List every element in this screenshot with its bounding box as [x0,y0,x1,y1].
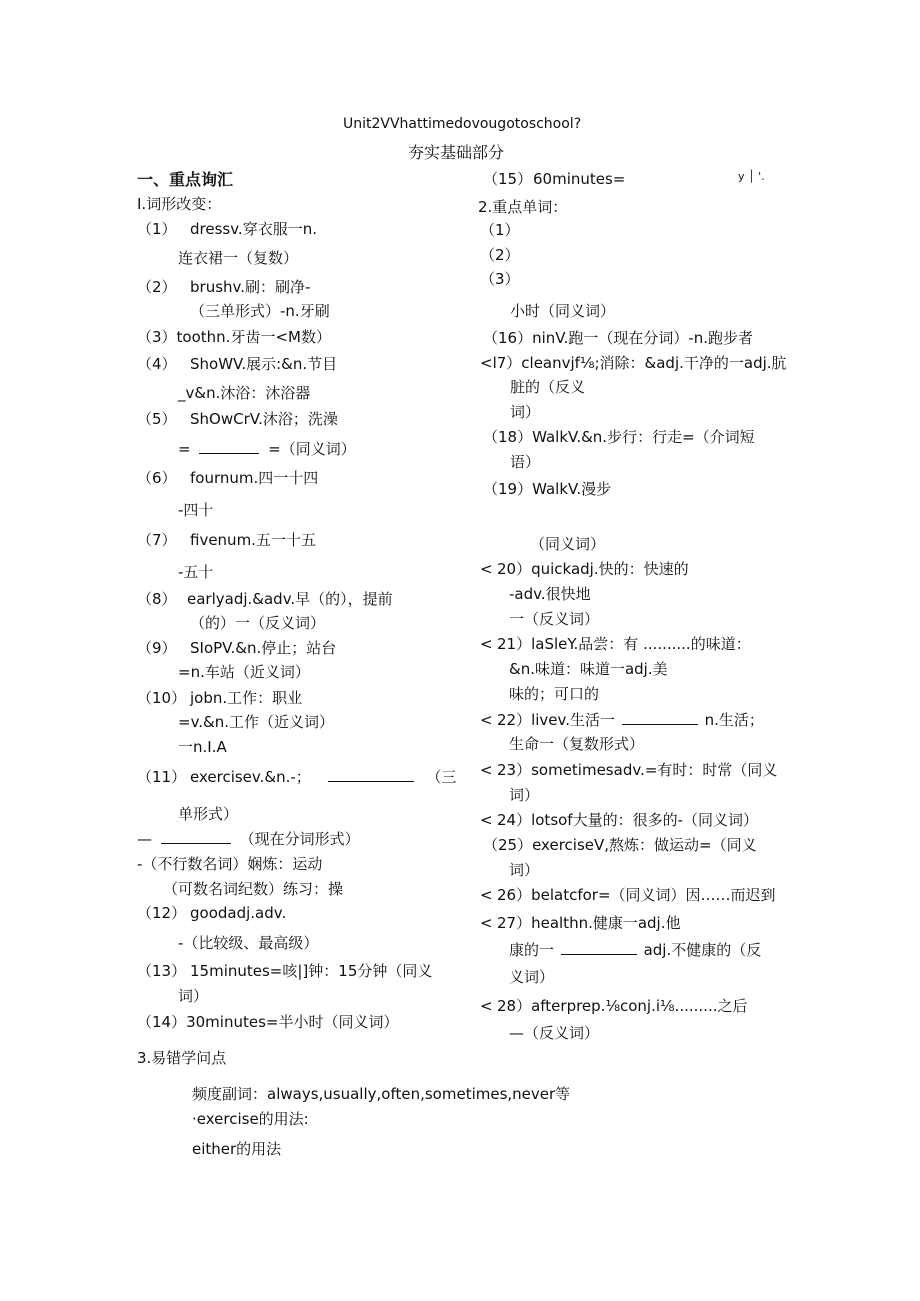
item-bracket: < [480,886,493,904]
item-bracket: < [480,761,493,779]
part3-heading: 3.易错学问点 [137,1049,227,1067]
item-number: （2） [137,278,177,296]
part2-heading: 2.重点单词： [478,198,568,216]
item-text: 词） [509,786,540,804]
item-text: &n.味道：味道一adj.美 [509,660,668,678]
item-text: 24）lotsof大量的：很多的-（同义词） [497,811,758,829]
item-number: （1） [480,221,520,239]
document-subtitle: 夯实基础部分 [408,143,505,162]
item-text: —（反义词） [509,1024,600,1042]
item-text [497,711,764,729]
item-number: （15） [483,170,533,188]
item-text: -adv.很快地 [509,585,591,603]
item-text: 生命一（复数形式） [509,735,645,753]
item-text: dressv.穿衣服一n. [190,220,317,238]
item-text [509,941,761,959]
item-text: 20）quickadj.快的：快速的 [497,560,689,578]
part1-heading: I.词形改变： [137,195,222,213]
item-text: ShOwCrV.沐浴；洗澡 [190,410,338,428]
item-text: 语） [510,453,541,471]
item-text: earlyadj.&adv.早（的），提前 [187,590,393,608]
item-text: 60minutes= [533,170,626,188]
item-text: 26）belatcfor=（同义词）因……而迟到 [497,886,776,904]
item-text: 义词） [509,968,555,986]
section-heading-vocabulary: 一、重点询汇 [137,170,234,189]
grammar-point: either的用法 [192,1140,282,1158]
item-text: 词） [510,403,541,421]
item-number: （7） [137,531,177,549]
item-number: （11） [137,768,187,786]
item-number: （2） [480,246,520,264]
suffix-text: =（同义词） [268,440,356,458]
item-text: fournum.四一十四 [190,469,319,487]
item-text: （三单形式）-n.牙刷 [190,302,330,320]
item-text: =v.&n.工作（近义词） [178,713,335,731]
corner-mark: y │ '. [738,170,765,183]
item-text: 23）sometimesadv.=有时：时常（同义 [497,761,778,779]
item-bracket: < [480,560,493,578]
item-text [137,830,360,848]
suffix-text: （现在分词形式） [239,830,360,848]
item-number: （12） [137,904,187,922]
item-text: 词） [178,987,209,1005]
item-bracket: < [480,635,493,653]
item-text: 一（反义词） [509,610,600,628]
item-text: <l7）cleanvjf⅛;消除：&adj.干净的一adj.肮 [480,354,787,372]
item-text: （16）ninV.跑一（现在分词）-n.跑步者 [483,329,754,347]
blank-line [199,452,259,454]
item-number: （5） [137,410,177,428]
item-text-part: exercisev.&n.-； [190,768,311,786]
item-text: jobn.工作：职业 [190,689,303,707]
item-text: （25）exerciseV,熬炼：做运动=（同义 [483,836,757,854]
item-number: （4） [137,355,177,373]
item-text-part: 康的一 [509,941,555,959]
item-text-part: 22）livev.生活一 [497,711,616,729]
item-text: 21）laSleY.品尝：有 ..........的味道： [497,635,751,653]
item-text: （的）一（反义词） [190,614,326,632]
blank-line [328,780,414,782]
item-text: 连衣裙一（复数） [178,249,299,267]
item-text: -四十 [178,501,214,519]
grammar-point: ·exercise的用法: [192,1110,309,1128]
document-title: Unit2VVhattimedovougotoschool? [343,116,582,132]
item-text: （可数名词纪数）练习：操 [163,880,344,898]
item-text: （3）toothn.牙齿一<M数） [137,328,331,346]
item-text: -（不行数名词）娴炼：运动 [137,855,323,873]
item-text-part: n.生活； [704,711,764,729]
item-text: =n.车站（近义词） [178,663,310,681]
item-number: （1） [137,220,177,238]
blank-line [161,842,231,844]
item-text: 单形式） [178,805,239,823]
prefix-text: = [178,440,191,458]
item-text-part: （三 [426,768,457,786]
item-text: 小时（同义词） [510,302,616,320]
item-text: 一n.I.A [178,738,227,756]
item-bracket: < [480,997,493,1015]
item-bracket: < [480,914,493,932]
item-text: 味的；可口的 [509,685,600,703]
item-text: -（比较级、最高级） [178,934,319,952]
item-text: goodadj.adv. [190,904,287,922]
blank-line [622,723,698,725]
item-text: （19）WalkV.漫步 [483,480,612,498]
item-text: SIoPV.&n.停止；站台 [190,639,337,657]
item-number: （13） [137,962,187,980]
item-text [190,768,456,786]
item-text: brushv.刷：刷净- [190,278,311,296]
blank-line [561,953,637,955]
item-bracket: < [480,811,493,829]
item-text [178,440,356,458]
item-text: 脏的（反义 [510,378,586,396]
item-text: 27）healthn.健康一adj.他 [497,914,681,932]
grammar-point: 频度副词：always,usually,often,sometimes,never等 [192,1085,571,1103]
item-text: （同义词） [530,535,606,553]
item-text: （14）30minutes=半小时（同义词） [137,1013,399,1031]
item-number: （3） [480,270,520,288]
item-number: （6） [137,469,177,487]
item-text: 15minutes=咳|]钟：15分钟（同义 [190,962,433,980]
item-bracket: < [480,711,493,729]
item-text-part: adj.不健康的（反 [643,941,762,959]
item-number: （8） [137,590,177,608]
prefix-text: — [137,830,152,848]
item-text: 词） [509,861,540,879]
item-text: fivenum.五一十五 [190,531,316,549]
item-number: （10） [137,689,187,707]
item-text: -五十 [178,563,214,581]
item-text: 28）afterprep.⅛conj.i⅛.........之后 [497,997,748,1015]
item-number: （9） [137,639,177,657]
item-text: （18）WalkV.&n.步行：行走=（介词短 [483,428,755,446]
item-text: _v&n.沐浴：沐浴器 [178,384,311,402]
item-text: ShoWV.展示:&n.节目 [190,355,338,373]
